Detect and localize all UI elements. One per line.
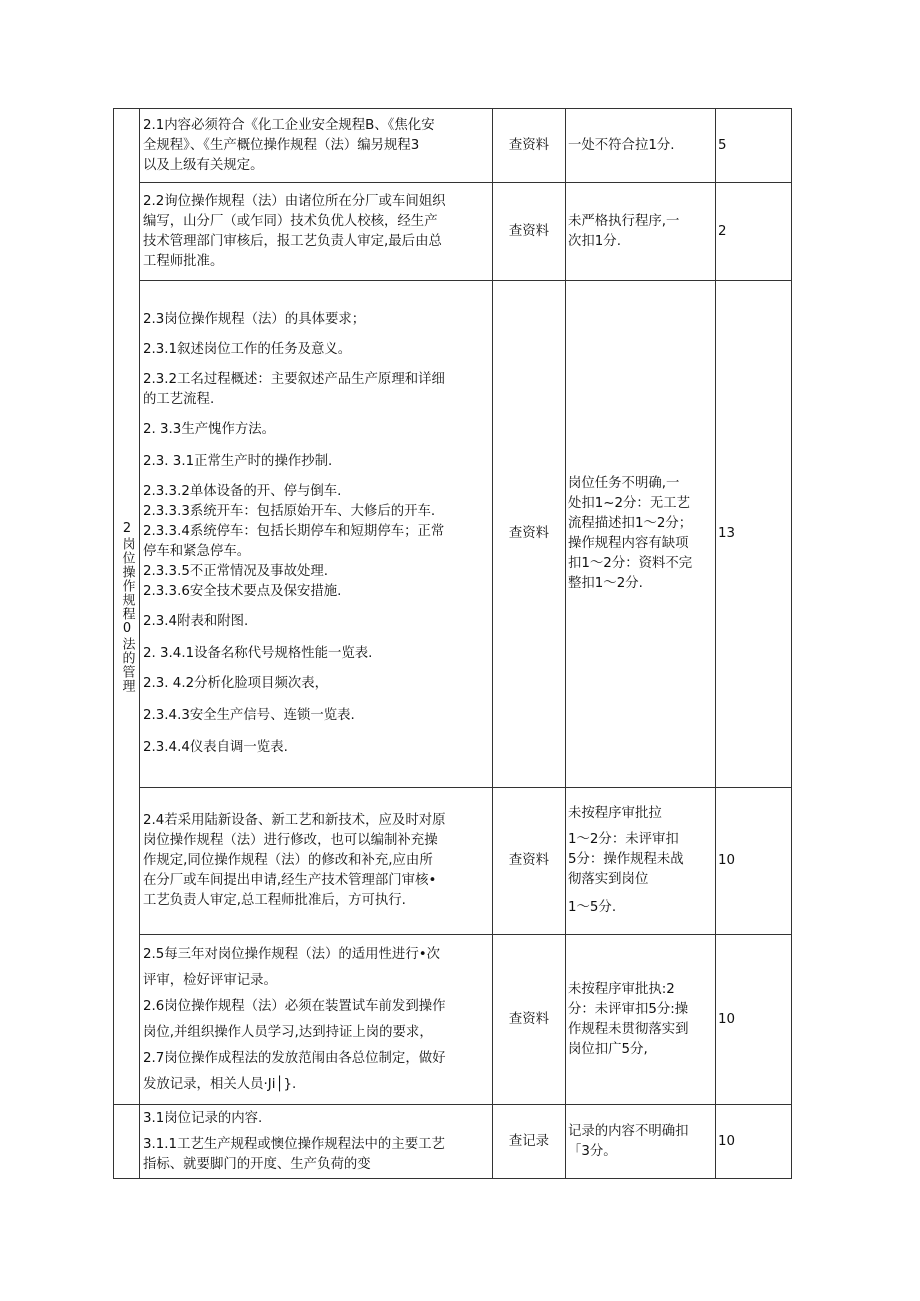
content-line: 2.3.3.5不正常情况及事故处理. (143, 564, 329, 579)
content-line: 3.1.1工艺生产规程或懊位操作规程法中的主要工艺 (143, 1136, 445, 1152)
content-line: 的工艺流程. (143, 392, 215, 407)
score-cell: 10 (716, 788, 792, 935)
content-line: 岗位,并组织操作人员学习,达到持证上岗的要求， (143, 1024, 433, 1040)
content-line: 2.5每三年对岗位操作规程（法）的适用性进行•次 (143, 946, 441, 962)
content-line: 岗位操作规程（法）进行修改，也可以编制补充操 (143, 833, 438, 848)
method-cell: 查资料 (493, 788, 566, 935)
score-cell: 10 (716, 935, 792, 1105)
deduct-line: 未按程序审批拉 (568, 806, 662, 821)
content-line: 2.3.3.6安全技术要点及保安措施. (143, 584, 342, 599)
content-cell (140, 1105, 493, 1179)
score-cell: 5 (716, 109, 792, 183)
content-line: 2.7岗位操作成程法的发放范闱由各总位制定，做好 (143, 1050, 446, 1066)
deduct-cell (566, 1105, 716, 1179)
evaluation-table (113, 108, 792, 1179)
content-line: 技术管理部门审核后，报工艺负责人审定,最后由总 (143, 233, 442, 249)
content-cell (140, 788, 493, 935)
method-cell: 查资料 (493, 183, 566, 281)
deduct-line: 操作规程内容有缺项 (568, 536, 689, 551)
content-line: 2.1内容必须符合《化工企业安全规程B、《焦化安 (143, 117, 435, 133)
method-cell: 查资料 (493, 281, 566, 788)
content-line: 2.3. 4.2分析化脸项目频次表， (143, 676, 329, 691)
content-line: 指标、就要脚门的开度、生产负荷的变 (143, 1156, 371, 1172)
deduct-line: 一处不符合拉1分. (568, 137, 675, 153)
content-line: 2.4若采用陆新设备、新工艺和新技术，应及时对原 (143, 813, 446, 828)
content-line: 2.3.4.3安全生产信号、连锁一览表. (143, 708, 355, 723)
method-cell: 查记录 (493, 1105, 566, 1179)
deduct-line: 处扣1~2分：无工艺 (568, 496, 690, 511)
table-row (114, 183, 792, 281)
deduct-line: 「3分。 (568, 1143, 617, 1159)
content-line: 编写，山分厂（或乍同）技术负优人校核，经生产 (143, 213, 438, 229)
content-cell (140, 935, 493, 1105)
deduct-line: 1～2分：未评审扣 (568, 832, 679, 847)
content-line: 作规定,同位操作规程（法）的修改和补充,应由所 (143, 853, 433, 868)
content-line: 工艺负责人审定,总工程师批准后，方可执行. (143, 893, 406, 908)
content-line: 评审，检好评审记录。 (143, 972, 277, 988)
category-cell (114, 109, 140, 1105)
content-line: 在分厂或车间提出申请,经生产技术管理部门审核• (143, 873, 437, 888)
content-line: 2.2询位操作规程（法）由诸位所在分厂或车间姐织 (143, 193, 446, 209)
table-row (114, 109, 792, 183)
deduct-cell (566, 183, 716, 281)
deduct-cell (566, 788, 716, 935)
content-line: 发放记录，相关人员·Ji│}. (143, 1076, 297, 1092)
deduct-line: 彻落实到岗位 (568, 872, 649, 887)
content-line: 工程师批准。 (143, 253, 224, 269)
score-cell: 2 (716, 183, 792, 281)
content-line: 全规程》、《生产概位操作规程（法）编另规程3 (143, 137, 420, 153)
content-cell (140, 183, 493, 281)
content-line: 2. 3.3生产愧作方法。 (143, 422, 276, 437)
deduct-line: 未严格执行程序,一 (568, 213, 680, 229)
content-line: 2.3.3.2单体设备的开、停与倒车. (143, 484, 342, 499)
content-line: 2.3.4.4仪表自调一览表. (143, 740, 288, 755)
deduct-cell (566, 935, 716, 1105)
deduct-line: 流程描述扣1～2分； (568, 516, 693, 531)
deduct-line: 岗位任务不明确,一 (568, 476, 680, 491)
deduct-cell (566, 109, 716, 183)
content-line: 2.3.4附表和附图. (143, 614, 249, 629)
table-row (114, 1105, 792, 1179)
deduct-line: 未按程序审批执:2 (568, 981, 675, 997)
content-line: 2.3.1叙述岗位工作的任务及意义。 (143, 342, 352, 357)
score-cell: 13 (716, 281, 792, 788)
table-row (114, 788, 792, 935)
content-cell (140, 281, 493, 788)
deduct-line: 扣1～2分：资料不完 (568, 556, 693, 571)
deduct-line: 1～5分. (568, 900, 617, 915)
content-line: 3.1岗位记录的内容. (143, 1110, 263, 1126)
deduct-line: 岗位扣广5分, (568, 1041, 648, 1057)
deduct-line: 次扣1分. (568, 233, 621, 249)
content-line: 2.3.3.4系统停车：包括长期停车和短期停车；正常 (143, 524, 445, 539)
content-line: 以及上级有关规定。 (143, 157, 264, 173)
deduct-line: 分：未评审扣5分:操 (568, 1001, 689, 1017)
content-line: 2.6岗位操作规程（法）必须在装置试车前发到操作 (143, 998, 446, 1014)
method-cell: 查资料 (493, 935, 566, 1105)
table-row (114, 281, 792, 788)
content-line: 2.3.2工名过程概述：主要叙述产品生产原理和详细 (143, 372, 445, 387)
deduct-line: 整扣1～2分. (568, 576, 643, 591)
score-cell: 10 (716, 1105, 792, 1179)
deduct-cell (566, 281, 716, 788)
deduct-line: 5分：操作规程未战 (568, 852, 684, 867)
content-line: 2.3. 3.1正常生产时的操作抄制. (143, 454, 333, 469)
deduct-line: 记录的内容不明确扣 (568, 1123, 689, 1139)
table-row (114, 935, 792, 1105)
content-line: 2. 3.4.1设备名称代号规格性能一览表. (143, 646, 373, 661)
content-line: 2.3.3.3系统开车：包括原始开车、大修后的开车. (143, 504, 436, 519)
content-cell (140, 109, 493, 183)
content-line: 2.3岗位操作规程（法）的具体要求； (143, 312, 366, 327)
deduct-line: 作规程未贯彻落实到 (568, 1021, 689, 1037)
method-cell: 查资料 (493, 109, 566, 183)
category-label: 2岗位操作规程0法的管理 (119, 520, 135, 693)
category-cell-empty (114, 1105, 140, 1179)
content-line: 停车和紧急停车。 (143, 544, 251, 559)
